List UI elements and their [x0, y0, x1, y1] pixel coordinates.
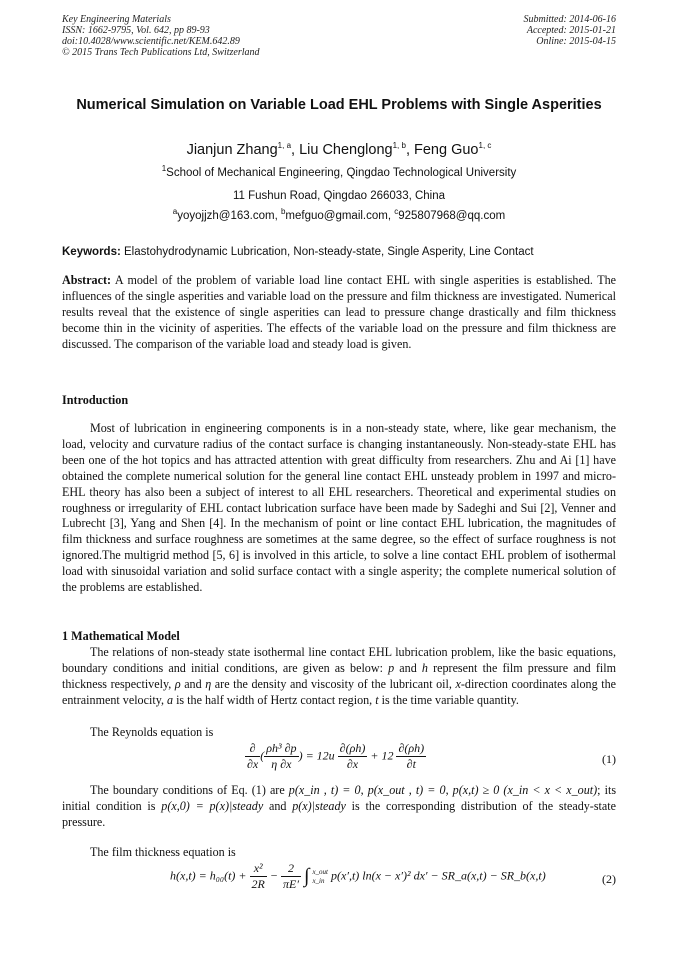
text-run: is the corresponding distribution of the steady-state pressure.: [62, 798, 616, 829]
online-date: Online: 2015-04-15: [536, 36, 616, 47]
eq-term: + 12: [370, 748, 394, 763]
author-sup: 1, b: [392, 141, 406, 151]
text-run: and: [394, 660, 422, 675]
affiliation-line2: 11 Fushun Road, Qingdao 266033, China: [232, 190, 446, 202]
email-sup: c: [394, 207, 399, 217]
frac-den: ∂x: [346, 757, 359, 771]
copyright-line: © 2015 Trans Tech Publications Ltd, Switzerland: [62, 47, 260, 58]
affiliation-line1: [62, 164, 616, 179]
email-sup: b: [280, 207, 286, 217]
submission-dates: [460, 14, 616, 47]
keywords-label: Keywords:: [62, 246, 121, 258]
text-run: represent the film pressure and film thickness respectively,: [62, 660, 616, 691]
text-run: and: [263, 798, 293, 813]
elastic-fraction: [281, 861, 301, 892]
eq-term: = 12u: [305, 748, 335, 763]
frac-den: ∂x: [247, 757, 259, 771]
math-inline: p(x,0) = p(x)|steady: [161, 798, 264, 813]
integral-sign: ∫: [303, 865, 310, 887]
integral-limits: [312, 868, 328, 886]
reynolds-intro: The Reynolds equation is: [90, 725, 214, 739]
frac-den: ∂t: [406, 757, 416, 771]
doi-line: doi:10.4028/www.scientific.net/KEM.642.89: [62, 36, 240, 47]
parabola-fraction: [250, 861, 267, 892]
text-run: is the time variable quantity.: [378, 692, 519, 707]
math-inline: p(x)|steady: [292, 798, 346, 813]
author-list: Jianjun Zhang$^{1, a}$, Liu Chenglong$^{1, b}$, Feng Guo$^{1, c}$: [186, 141, 492, 158]
integral-lower: x_in: [312, 876, 325, 885]
math-inline: p(x,t) ≥ 0 (x_in < x < x_out): [452, 783, 598, 797]
issn-line: ISSN: 1662-9795, Vol. 642, pp 89-93: [62, 25, 210, 36]
symbol-a: a: [167, 692, 174, 707]
intro-paragraph: Most of lubrication in engineering components is in a non-steady state, where, like gear mechanism, the load, velocity and curvature radius of the contact surface is changing instantaneously. Non-steady-state EHL has been one of the hot topics and has attracted attention with great difficulty from researchers. Zhu and Ai [1] have obtained the complete numerical solution for the general line contact EHL unsteady problem in 1997 and micro-EHL theory has also been a subject of interest to all EHL researchers. Theoretical and experimental studies on roughness or irregularity of EHL contact lubrication surface have been made by Sadeghi and Sui [2], Venner and Lubrecht [3], Yang and Shen [4]. In the mechanism of point or line contact EHL lubrication, the magnitudes of film thickness and surface roughness are sometimes at the same degree, so the effect of surface roughness is not ignored.The multigrid method [5, 6] is involved in this article, to solve a line contact EHL problem of isothermal load with sinusoidal variation and solid surface contact with a single asperity; the complete numerical solution of the problems are established.: [62, 421, 616, 595]
frac-num: x²: [250, 861, 267, 877]
author-emails: $^a$yoyojjzh@163.com, $^b$mefguo@gmail.com, $^c$925807968@qq.com: [172, 207, 506, 222]
reynolds-equation: $\frac{\partial}{\partial x}$ ( $\frac{\text{ρh³ ∂p}}{\eta \partial x}$ ) = 12u $\frac{\partial(\rho h)}{\partial x}$ + 12 $\frac{\partial(\rho h)}{\partial t}$: [247, 741, 425, 771]
submitted-date: Submitted: 2014-06-16: [523, 14, 616, 25]
section-heading-mathematical-model: 1 Mathematical Model: [62, 629, 180, 643]
lhs-fraction: [264, 741, 298, 772]
text-run: The relations of non-steady state isothermal line contact EHL lubrication problem, like the basic equations, boundary conditions and initial conditions, are given as below:: [62, 645, 616, 675]
symbol-eta: η: [205, 676, 212, 691]
frac-num: 2: [281, 861, 301, 877]
section-heading-introduction: Introduction: [62, 393, 129, 407]
math-inline: p(x_in , t) = 0: [288, 783, 361, 797]
text-run: and: [180, 676, 206, 691]
symbol-t: t: [375, 692, 379, 707]
email-address: mefguo@gmail.com: [285, 210, 388, 222]
eq-term: h(x,t) = h₀₀(t) +: [170, 868, 247, 883]
abstract-label: Abstract:: [62, 273, 112, 287]
author-sup: 1, c: [478, 141, 492, 151]
integral-upper: x_out: [312, 867, 328, 876]
affiliation-text: School of Mechanical Engineering, Qingdao Technological University: [166, 167, 517, 179]
equation-number-1: (1): [602, 752, 616, 766]
eq-term: −: [269, 868, 278, 883]
email-address: yoyojjzh@163.com: [177, 210, 275, 222]
frac-num: ∂(ρh): [398, 741, 425, 755]
frac-den: η ∂x: [271, 757, 292, 771]
text-run: The boundary conditions of Eq. (1) are: [90, 783, 289, 797]
frac-num: ∂: [245, 741, 260, 757]
keywords-text: Elastohydrodynamic Lubrication, Non-steady-state, Single Asperity, Line Contact: [124, 246, 534, 258]
equation-number-2: (2): [602, 872, 616, 886]
frac-num: ρh³ ∂p: [266, 741, 297, 755]
author-name: Feng Guo: [414, 142, 479, 158]
email-address: 925807968@qq.com: [398, 210, 506, 222]
eq-term: p(x′,t) ln(x − x′)² dx′ − SR_a(x,t) − SR_b(x,t): [331, 868, 546, 883]
email-sup: a: [172, 207, 178, 217]
film-thickness-equation: [170, 861, 546, 892]
abstract-text: A model of the problem of variable load line contact EHL with single asperities is established. The influences of the single asperities and variable load on the pressure and film thickness are investigated. Numerical results reveal that the existence of single asperities can lead to pressure change drastically and film thickness become thin in the vicinity of asperities. The effects of the variable load on the pressure and film thickness are discussed. The comparison of the variable load and steady load is given.: [62, 273, 617, 351]
outer-derivative: [245, 741, 260, 772]
symbol-x: x: [455, 676, 461, 691]
accepted-date: Accepted: 2015-01-21: [526, 25, 616, 36]
symbol-h: h: [421, 660, 428, 675]
text-run: is the half width of Hertz contact region,: [173, 692, 376, 707]
author-sup: 1, a: [277, 141, 292, 151]
author-name: Liu Chenglong: [299, 142, 393, 158]
journal-name: Key Engineering Materials: [62, 14, 171, 25]
paper-title: Numerical Simulation on Variable Load EHL Problems with Single Asperities: [76, 97, 602, 113]
space-derivative: [338, 741, 368, 772]
film-thickness-intro: The film thickness equation is: [90, 845, 236, 859]
affiliation-sup: 1: [161, 164, 167, 174]
text-run: ; its initial condition is: [62, 783, 617, 813]
frac-num: ∂(ρh): [339, 741, 366, 755]
math-inline: p(x_out , t) = 0: [367, 783, 446, 797]
model-paragraph: [62, 645, 616, 709]
frac-den: 2R: [251, 877, 265, 891]
author-name: Jianjun Zhang: [186, 142, 278, 158]
symbol-p: p: [388, 660, 395, 675]
boundary-conditions-paragraph: The boundary conditions of Eq. (1) are p(x_in , t) = 0, p(x_out , t) = 0, p(x,t) ≥ 0 (x_in < x < x_out); its initial condition is p(x,0) = p(x)|steady and p(x)|steady is the corresponding distribution of the steady-state pressure.: [62, 783, 617, 829]
text-run: -direction coordinates along the entrainment velocity,: [62, 676, 616, 707]
keywords: [62, 246, 616, 258]
journal-meta: [62, 14, 260, 58]
time-derivative: [396, 741, 426, 772]
text-run: are the density and viscosity of the lubricant oil,: [211, 676, 456, 691]
symbol-rho: ρ: [174, 676, 181, 691]
frac-den: πE′: [282, 877, 299, 891]
abstract: [62, 273, 616, 353]
